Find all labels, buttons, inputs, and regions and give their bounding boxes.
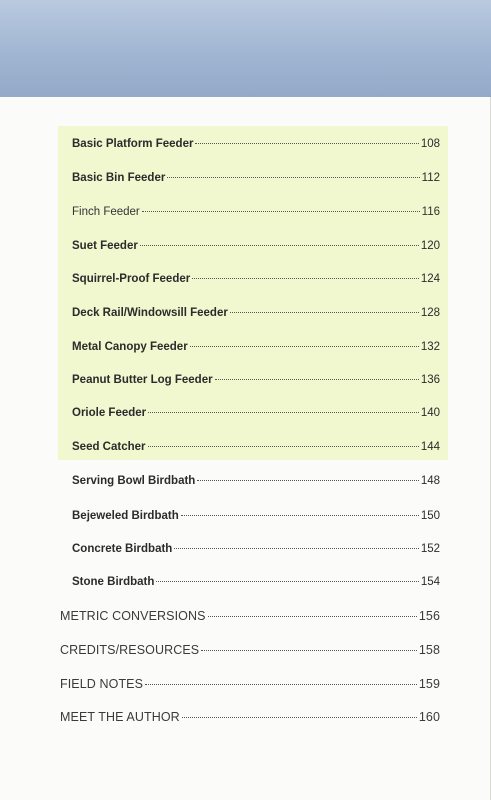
toc-entry-page: 116: [421, 206, 440, 218]
toc-entry-page: 148: [420, 475, 440, 487]
toc-entry-page: 144: [420, 441, 440, 453]
toc-entry-label: Deck Rail/Windowsill Feeder: [72, 307, 228, 319]
toc-entry-label: Seed Catcher: [72, 441, 146, 453]
toc-section-entry: [60, 643, 440, 657]
toc-entry-page: 136: [420, 374, 440, 386]
toc-entry: [72, 510, 440, 522]
dot-leader: [195, 143, 418, 144]
toc-entry: [72, 543, 440, 555]
toc-entry-label: Concrete Birdbath: [72, 543, 173, 555]
toc-entry: [72, 441, 440, 453]
toc-entry-label: Serving Bowl Birdbath: [72, 475, 196, 487]
dot-leader: [142, 211, 420, 212]
dot-leader: [181, 515, 419, 516]
toc-entry-page: 140: [420, 407, 440, 419]
toc-entry-label: Bejeweled Birdbath: [72, 510, 179, 522]
toc-entry-label: Stone Birdbath: [72, 576, 155, 588]
toc-entry-label: Oriole Feeder: [72, 407, 147, 419]
dot-leader: [145, 684, 417, 685]
toc-entry-page: 154: [420, 576, 440, 588]
toc-entry-label: CREDITS/RESOURCES: [60, 643, 200, 657]
dot-leader: [148, 412, 419, 413]
toc-entry: [72, 172, 440, 184]
toc-entry: [72, 374, 440, 386]
dot-leader: [197, 480, 418, 481]
toc-entry: [72, 341, 440, 353]
toc-entry-label: Squirrel-Proof Feeder: [72, 273, 191, 285]
toc-entry: [72, 240, 440, 252]
dot-leader: [190, 346, 419, 347]
toc-entry-label: Finch Feeder: [72, 206, 140, 218]
dot-leader: [201, 650, 417, 651]
toc-entry-page: 120: [420, 240, 440, 252]
dot-leader: [215, 379, 419, 380]
dot-leader: [230, 312, 419, 313]
toc-entry-label: Suet Feeder: [72, 240, 138, 252]
toc-entry-page: 112: [421, 172, 440, 184]
toc-entry-page: 159: [418, 677, 440, 691]
toc-entry-label: Peanut Butter Log Feeder: [72, 374, 213, 386]
toc-entry: [72, 206, 440, 218]
toc-entry-label: METRIC CONVERSIONS: [60, 609, 206, 623]
dot-leader: [174, 548, 418, 549]
toc-entry-page: 160: [418, 710, 440, 724]
toc-entry: [72, 407, 440, 419]
toc-entry-page: 124: [420, 273, 440, 285]
toc-entry-page: 156: [418, 609, 440, 623]
toc-entry-page: 152: [420, 543, 440, 555]
toc-entry-label: MEET THE AUTHOR: [60, 710, 180, 724]
dot-leader: [156, 581, 418, 582]
dot-leader: [208, 616, 417, 617]
dot-leader: [192, 278, 419, 279]
dot-leader: [148, 446, 419, 447]
dot-leader: [167, 177, 419, 178]
dot-leader: [182, 717, 417, 718]
toc-entry-page: 150: [420, 510, 440, 522]
toc-entry-page: 128: [420, 307, 440, 319]
toc-section-entry: [60, 609, 440, 623]
toc-entry-label: Basic Platform Feeder: [72, 138, 194, 150]
toc-section-entry: [60, 710, 440, 724]
toc-entry-label: FIELD NOTES: [60, 677, 144, 691]
toc-entry: [72, 576, 440, 588]
toc-entry: [72, 273, 440, 285]
dot-leader: [140, 245, 419, 246]
toc-entry: [72, 475, 440, 487]
toc-entry-label: Metal Canopy Feeder: [72, 341, 188, 353]
toc-section-entry: [60, 677, 440, 691]
toc-entry: [72, 307, 440, 319]
toc-entry-page: 108: [420, 138, 440, 150]
toc-entry-page: 158: [418, 643, 440, 657]
toc-entry-label: Basic Bin Feeder: [72, 172, 166, 184]
toc-entry-page: 132: [420, 341, 440, 353]
toc-entry: [72, 138, 440, 150]
